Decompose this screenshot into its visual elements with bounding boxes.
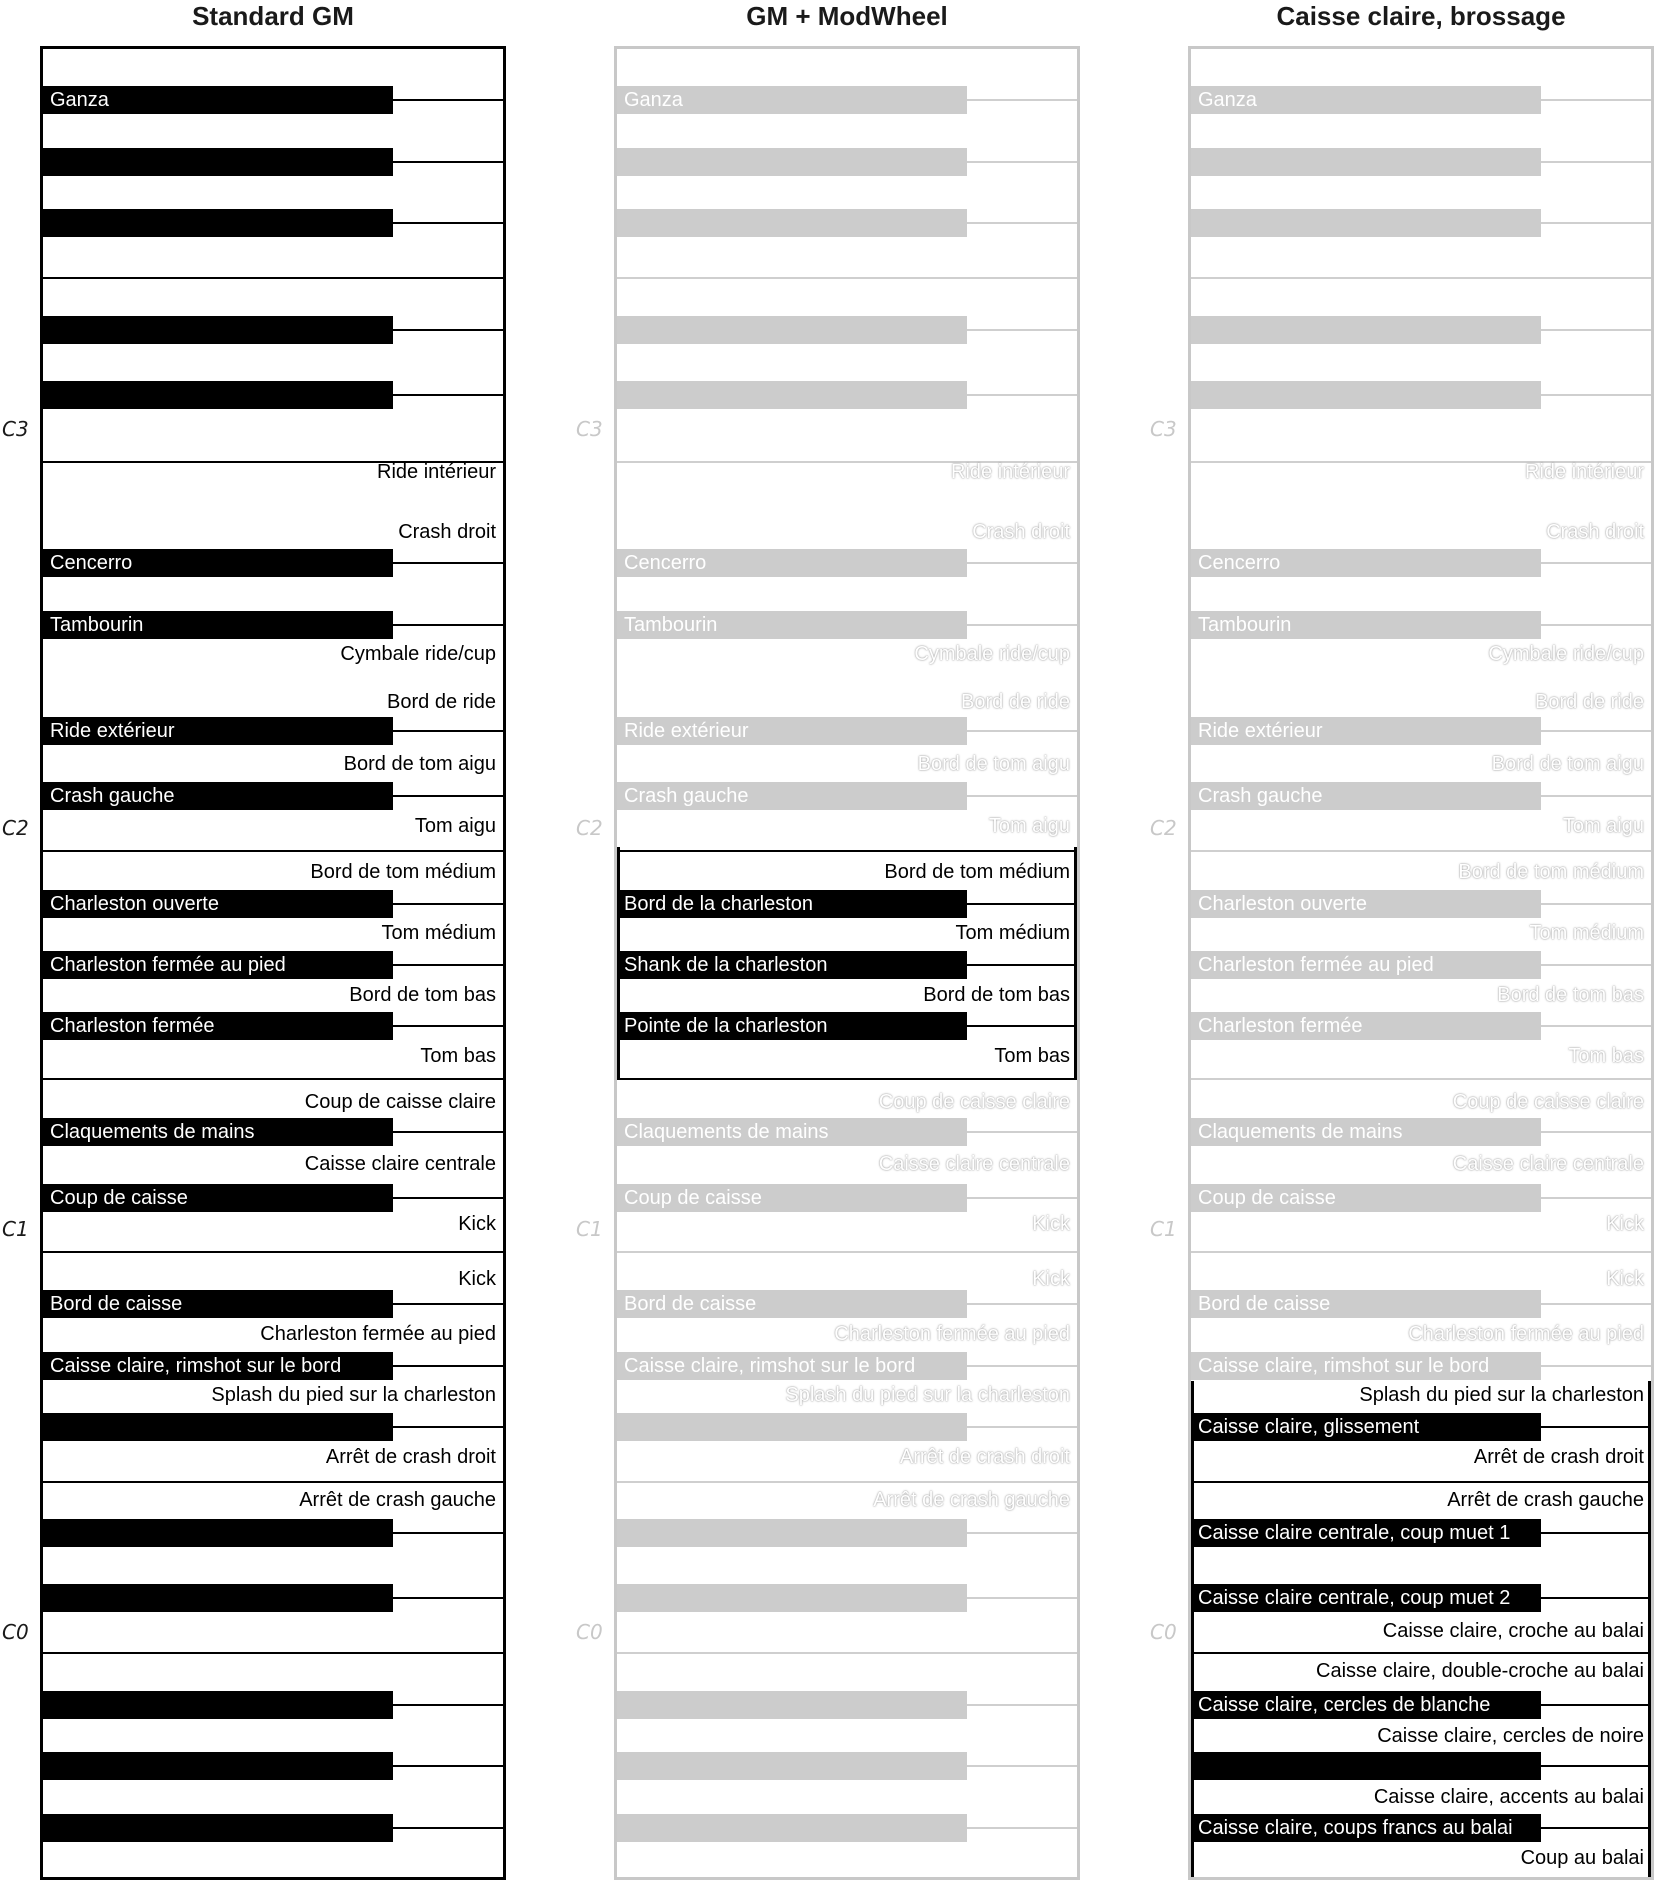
white-key-label: Bord de tom médium bbox=[884, 861, 1070, 883]
white-key-divider bbox=[967, 394, 1077, 396]
white-key-divider bbox=[393, 903, 503, 905]
white-key-label: Tom bas bbox=[1568, 1045, 1644, 1067]
white-key-divider bbox=[393, 1426, 503, 1428]
white-key-divider bbox=[1541, 394, 1651, 396]
white-key-label: Bord de tom bas bbox=[1497, 984, 1644, 1006]
white-key-divider bbox=[967, 161, 1077, 163]
white-key-divider bbox=[967, 222, 1077, 224]
white-key-divider bbox=[617, 1652, 1077, 1654]
white-key-divider bbox=[1541, 730, 1651, 732]
white-key-divider bbox=[393, 1827, 503, 1829]
white-key-divider bbox=[1191, 850, 1651, 852]
white-key-divider bbox=[393, 1765, 503, 1767]
white-key-divider bbox=[1191, 277, 1651, 279]
octave-label: C2 bbox=[576, 816, 603, 840]
black-key[interactable]: Charleston fermée au pied bbox=[1191, 951, 1541, 979]
white-key-label: Tom bas bbox=[420, 1045, 496, 1067]
octave-label: C1 bbox=[576, 1217, 603, 1241]
black-key[interactable]: Cencerro bbox=[617, 549, 967, 577]
white-key-label: Arrêt de crash gauche bbox=[873, 1489, 1070, 1511]
black-key[interactable]: Crash gauche bbox=[617, 782, 967, 810]
white-key-divider bbox=[393, 222, 503, 224]
band-edge bbox=[1074, 847, 1077, 1078]
white-key-divider bbox=[1541, 222, 1651, 224]
white-key-label: Coup au balai bbox=[1520, 1847, 1644, 1869]
black-key[interactable]: Caisse claire, rimshot sur le bord bbox=[43, 1352, 393, 1380]
piano-keyboard bbox=[40, 46, 506, 1880]
white-key-divider bbox=[393, 795, 503, 797]
white-key-divider bbox=[617, 277, 1077, 279]
black-key[interactable]: Ride extérieur bbox=[43, 717, 393, 745]
white-key-label: Arrêt de crash droit bbox=[325, 1446, 496, 1468]
white-key-label: Charleston fermée au pied bbox=[1408, 1323, 1644, 1345]
white-key-divider bbox=[967, 903, 1077, 905]
white-key-divider bbox=[967, 1426, 1077, 1428]
white-key-label: Kick bbox=[1032, 1213, 1070, 1235]
white-key-label: Bord de tom aigu bbox=[343, 753, 496, 775]
black-key[interactable] bbox=[617, 1519, 967, 1547]
black-key[interactable]: Ganza bbox=[617, 86, 967, 114]
octave-label: C3 bbox=[1150, 417, 1177, 441]
white-key-label: Tom médium bbox=[381, 922, 496, 944]
black-key[interactable]: Cencerro bbox=[1191, 549, 1541, 577]
black-key[interactable]: Charleston ouverte bbox=[43, 890, 393, 918]
white-key-divider bbox=[1191, 1251, 1651, 1253]
black-key[interactable] bbox=[43, 209, 393, 237]
black-key[interactable]: Cencerro bbox=[43, 549, 393, 577]
white-key-divider bbox=[393, 1303, 503, 1305]
white-key-divider bbox=[967, 624, 1077, 626]
black-key[interactable] bbox=[617, 381, 967, 409]
white-key-divider bbox=[1541, 1765, 1651, 1767]
black-key[interactable]: Coup de caisse bbox=[617, 1184, 967, 1212]
white-key-label: Arrêt de crash droit bbox=[899, 1446, 1070, 1468]
black-key[interactable]: Bord de caisse bbox=[43, 1290, 393, 1318]
band-edge bbox=[1191, 1381, 1194, 1880]
white-key-divider bbox=[1541, 1303, 1651, 1305]
black-key[interactable]: Tambourin bbox=[43, 611, 393, 639]
black-key[interactable]: Caisse claire, glissement bbox=[1191, 1413, 1541, 1441]
white-key-label: Cymbale ride/cup bbox=[340, 643, 496, 665]
white-key-divider bbox=[967, 1827, 1077, 1829]
black-key[interactable]: Bord de caisse bbox=[1191, 1290, 1541, 1318]
white-key-label: Charleston fermée au pied bbox=[260, 1323, 496, 1345]
white-key-divider bbox=[393, 329, 503, 331]
black-key[interactable] bbox=[43, 381, 393, 409]
white-key-divider bbox=[967, 1532, 1077, 1534]
black-key[interactable]: Pointe de la charleston bbox=[617, 1012, 967, 1040]
white-key-divider bbox=[967, 1303, 1077, 1305]
white-key-label: Charleston fermée au pied bbox=[834, 1323, 1070, 1345]
black-key[interactable]: Caisse claire, rimshot sur le bord bbox=[617, 1352, 967, 1380]
white-key-label: Tom aigu bbox=[988, 815, 1070, 837]
band-edge bbox=[1648, 1381, 1651, 1880]
black-key[interactable]: Charleston fermée bbox=[43, 1012, 393, 1040]
white-key-label: Bord de tom médium bbox=[310, 861, 496, 883]
black-key[interactable] bbox=[617, 1814, 967, 1842]
white-key-label: Tom médium bbox=[1529, 922, 1644, 944]
white-key-label: Kick bbox=[1606, 1213, 1644, 1235]
black-key[interactable]: Caisse claire centrale, coup muet 1 bbox=[1191, 1519, 1541, 1547]
white-key-divider bbox=[967, 1197, 1077, 1199]
octave-label: C2 bbox=[1150, 816, 1177, 840]
white-key-divider bbox=[43, 1481, 503, 1483]
black-key[interactable]: Bord de la charleston bbox=[617, 890, 967, 918]
white-key-divider bbox=[393, 1197, 503, 1199]
black-key[interactable] bbox=[617, 1584, 967, 1612]
octave-label: C0 bbox=[2, 1620, 29, 1644]
octave-label: C3 bbox=[2, 417, 29, 441]
black-key[interactable]: Ganza bbox=[43, 86, 393, 114]
white-key-divider bbox=[967, 1025, 1077, 1027]
white-key-label: Tom médium bbox=[955, 922, 1070, 944]
white-key-label: Bord de ride bbox=[387, 691, 496, 713]
white-key-label: Crash droit bbox=[398, 521, 496, 543]
white-key-label: Caisse claire, accents au balai bbox=[1373, 1786, 1644, 1808]
white-key-divider bbox=[967, 1131, 1077, 1133]
white-key-divider bbox=[967, 99, 1077, 101]
white-key-divider bbox=[393, 1704, 503, 1706]
black-key[interactable] bbox=[617, 1752, 967, 1780]
black-key[interactable]: Charleston fermée au pied bbox=[43, 951, 393, 979]
white-key-divider bbox=[1541, 1704, 1651, 1706]
white-key-label: Kick bbox=[458, 1268, 496, 1290]
white-key-label: Caisse claire centrale bbox=[878, 1153, 1070, 1175]
black-key[interactable] bbox=[43, 1519, 393, 1547]
black-key[interactable]: Caisse claire, rimshot sur le bord bbox=[1191, 1352, 1541, 1380]
white-key-label: Caisse claire centrale bbox=[304, 1153, 496, 1175]
black-key[interactable] bbox=[43, 1691, 393, 1719]
black-key[interactable] bbox=[617, 316, 967, 344]
white-key-label: Crash droit bbox=[1546, 521, 1644, 543]
white-key-divider bbox=[617, 1251, 1077, 1253]
black-key[interactable] bbox=[1191, 209, 1541, 237]
white-key-divider bbox=[1541, 1532, 1651, 1534]
white-key-divider bbox=[393, 394, 503, 396]
white-key-label: Tom aigu bbox=[414, 815, 496, 837]
white-key-label: Cymbale ride/cup bbox=[1488, 643, 1644, 665]
black-key[interactable]: Coup de caisse bbox=[1191, 1184, 1541, 1212]
white-key-divider bbox=[967, 1704, 1077, 1706]
white-key-divider bbox=[1541, 1365, 1651, 1367]
white-key-label: Coup de caisse claire bbox=[1452, 1091, 1644, 1113]
white-key-label: Caisse claire, cercles de noire bbox=[1377, 1725, 1644, 1747]
white-key-label: Arrêt de crash gauche bbox=[1447, 1489, 1644, 1511]
black-key[interactable] bbox=[617, 1691, 967, 1719]
white-key-divider bbox=[393, 1532, 503, 1534]
octave-label: C1 bbox=[1150, 1217, 1177, 1241]
white-key-label: Bord de tom médium bbox=[1458, 861, 1644, 883]
panel-title: Standard GM bbox=[192, 1, 354, 31]
white-key-label: Kick bbox=[1606, 1268, 1644, 1290]
white-key-divider bbox=[393, 624, 503, 626]
white-key-label: Caisse claire centrale bbox=[1452, 1153, 1644, 1175]
black-key[interactable]: Charleston ouverte bbox=[1191, 890, 1541, 918]
white-key-label: Kick bbox=[458, 1213, 496, 1235]
white-key-label: Splash du pied sur la charleston bbox=[1359, 1384, 1644, 1406]
white-key-divider bbox=[393, 1025, 503, 1027]
white-key-divider bbox=[617, 1078, 1077, 1080]
white-key-divider bbox=[43, 1652, 503, 1654]
white-key-divider bbox=[393, 161, 503, 163]
white-key-label: Cymbale ride/cup bbox=[914, 643, 1070, 665]
white-key-divider bbox=[43, 1251, 503, 1253]
white-key-divider bbox=[967, 562, 1077, 564]
piano-keyboard bbox=[614, 46, 1080, 1880]
panel-title: Caisse claire, brossage bbox=[1276, 1, 1566, 31]
white-key-divider bbox=[393, 99, 503, 101]
white-key-label: Crash droit bbox=[972, 521, 1070, 543]
black-key[interactable] bbox=[43, 1814, 393, 1842]
white-key-divider bbox=[967, 730, 1077, 732]
black-key[interactable]: Crash gauche bbox=[1191, 782, 1541, 810]
white-key-divider bbox=[967, 1365, 1077, 1367]
white-key-divider bbox=[393, 562, 503, 564]
white-key-label: Bord de tom aigu bbox=[1491, 753, 1644, 775]
black-key[interactable]: Ride extérieur bbox=[1191, 717, 1541, 745]
black-key[interactable]: Ganza bbox=[1191, 86, 1541, 114]
black-key[interactable]: Caisse claire, coups francs au balai bbox=[1191, 1814, 1541, 1842]
white-key-divider bbox=[1541, 1025, 1651, 1027]
white-key-label: Bord de tom bas bbox=[349, 984, 496, 1006]
black-key[interactable] bbox=[43, 148, 393, 176]
black-key[interactable]: Claquements de mains bbox=[617, 1118, 967, 1146]
black-key[interactable]: Crash gauche bbox=[43, 782, 393, 810]
white-key-divider bbox=[1541, 1197, 1651, 1199]
white-key-divider bbox=[1541, 562, 1651, 564]
piano-keyboard bbox=[1188, 46, 1654, 1880]
white-key-divider bbox=[393, 1365, 503, 1367]
octave-label: C0 bbox=[1150, 1620, 1177, 1644]
white-key-divider bbox=[967, 1765, 1077, 1767]
white-key-divider bbox=[1541, 1597, 1651, 1599]
black-key[interactable]: Claquements de mains bbox=[1191, 1118, 1541, 1146]
white-key-label: Caisse claire, double-croche au balai bbox=[1316, 1660, 1644, 1682]
black-key[interactable] bbox=[617, 148, 967, 176]
black-key[interactable] bbox=[1191, 148, 1541, 176]
white-key-divider bbox=[617, 1481, 1077, 1483]
black-key[interactable] bbox=[43, 1413, 393, 1441]
white-key-label: Ride intérieur bbox=[951, 461, 1070, 483]
white-key-label: Ride intérieur bbox=[377, 461, 496, 483]
white-key-label: Tom bas bbox=[994, 1045, 1070, 1067]
white-key-divider bbox=[967, 964, 1077, 966]
black-key[interactable]: Caisse claire, cercles de blanche bbox=[1191, 1691, 1541, 1719]
white-key-label: Coup de caisse claire bbox=[878, 1091, 1070, 1113]
panel-title: GM + ModWheel bbox=[746, 1, 948, 31]
white-key-divider bbox=[393, 964, 503, 966]
white-key-divider bbox=[1541, 964, 1651, 966]
white-key-label: Tom aigu bbox=[1562, 815, 1644, 837]
white-key-divider bbox=[967, 1597, 1077, 1599]
white-key-label: Bord de tom aigu bbox=[917, 753, 1070, 775]
black-key[interactable]: Charleston fermée bbox=[1191, 1012, 1541, 1040]
black-key[interactable]: Claquements de mains bbox=[43, 1118, 393, 1146]
white-key-label: Splash du pied sur la charleston bbox=[211, 1384, 496, 1406]
white-key-divider bbox=[43, 1078, 503, 1080]
white-key-label: Caisse claire, croche au balai bbox=[1382, 1620, 1644, 1642]
black-key[interactable] bbox=[43, 316, 393, 344]
black-key[interactable] bbox=[43, 1584, 393, 1612]
white-key-label: Kick bbox=[1032, 1268, 1070, 1290]
black-key[interactable]: Ride extérieur bbox=[617, 717, 967, 745]
black-key[interactable] bbox=[1191, 381, 1541, 409]
white-key-label: Coup de caisse claire bbox=[304, 1091, 496, 1113]
white-key-divider bbox=[617, 850, 1077, 852]
white-key-divider bbox=[43, 850, 503, 852]
black-key[interactable] bbox=[1191, 316, 1541, 344]
white-key-divider bbox=[1541, 99, 1651, 101]
white-key-label: Arrêt de crash droit bbox=[1473, 1446, 1644, 1468]
white-key-divider bbox=[43, 277, 503, 279]
black-key[interactable]: Coup de caisse bbox=[43, 1184, 393, 1212]
white-key-label: Arrêt de crash gauche bbox=[299, 1489, 496, 1511]
white-key-divider bbox=[1541, 795, 1651, 797]
black-key[interactable] bbox=[43, 1752, 393, 1780]
white-key-label: Ride intérieur bbox=[1525, 461, 1644, 483]
white-key-divider bbox=[1191, 1078, 1651, 1080]
white-key-divider bbox=[1541, 903, 1651, 905]
white-key-label: Bord de ride bbox=[1535, 691, 1644, 713]
white-key-divider bbox=[1541, 624, 1651, 626]
black-key[interactable] bbox=[617, 1413, 967, 1441]
black-key[interactable]: Shank de la charleston bbox=[617, 951, 967, 979]
white-key-divider bbox=[393, 1131, 503, 1133]
black-key[interactable]: Bord de caisse bbox=[617, 1290, 967, 1318]
black-key[interactable] bbox=[617, 209, 967, 237]
white-key-divider bbox=[393, 1597, 503, 1599]
white-key-divider bbox=[1541, 1426, 1651, 1428]
white-key-divider bbox=[393, 730, 503, 732]
white-key-label: Splash du pied sur la charleston bbox=[785, 1384, 1070, 1406]
white-key-divider bbox=[1191, 1481, 1651, 1483]
white-key-divider bbox=[1541, 1827, 1651, 1829]
octave-label: C1 bbox=[2, 1217, 29, 1241]
black-key[interactable]: Tambourin bbox=[617, 611, 967, 639]
white-key-label: Bord de ride bbox=[961, 691, 1070, 713]
black-key[interactable]: Caisse claire centrale, coup muet 2 bbox=[1191, 1584, 1541, 1612]
octave-label: C2 bbox=[2, 816, 29, 840]
white-key-label: Bord de tom bas bbox=[923, 984, 1070, 1006]
white-key-divider bbox=[1541, 329, 1651, 331]
octave-label: C0 bbox=[576, 1620, 603, 1644]
octave-label: C3 bbox=[576, 417, 603, 441]
white-key-divider bbox=[1541, 161, 1651, 163]
black-key[interactable] bbox=[1191, 1752, 1541, 1780]
white-key-divider bbox=[1541, 1131, 1651, 1133]
black-key[interactable]: Tambourin bbox=[1191, 611, 1541, 639]
white-key-divider bbox=[967, 795, 1077, 797]
white-key-divider bbox=[1191, 1652, 1651, 1654]
white-key-divider bbox=[967, 329, 1077, 331]
